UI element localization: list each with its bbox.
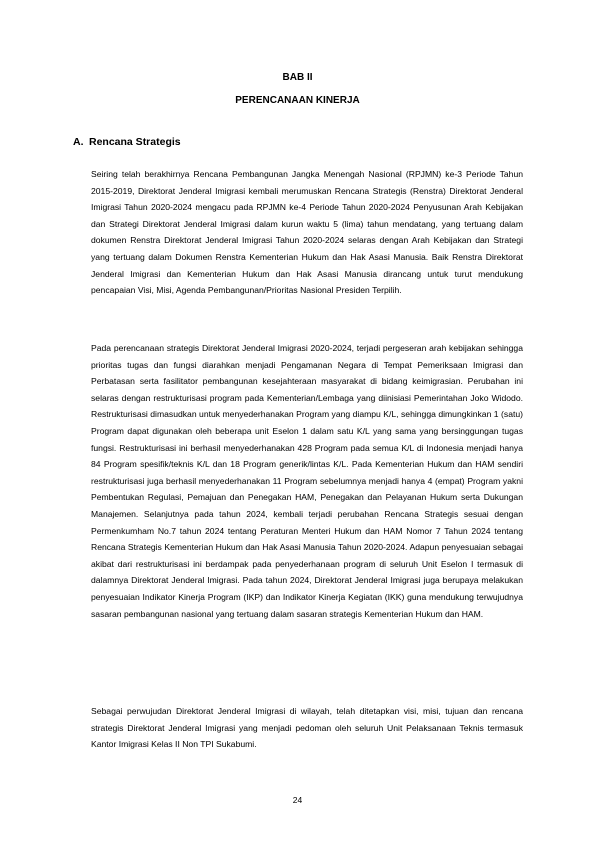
section-heading <box>73 136 181 148</box>
section-title: Rencana Strategis <box>89 136 181 148</box>
chapter-title: PERENCANAAN KINERJA <box>235 95 360 106</box>
paragraph: Sebagai perwujudan Direktorat Jenderal Imigrasi di wilayah, telah ditetapkan visi, misi, tujuan dan rencana strategis Direktorat Jenderal Imigrasi yang menjadi pedoman oleh seluruh Unit Pelaksanaan Teknis termasuk Kantor Imigrasi Kelas II Non TPI Sukabumi. <box>91 706 523 750</box>
paragraph: Pada perencanaan strategis Direktorat Jenderal Imigrasi 2020-2024, terjadi pergeseran arah kebijakan sehingga prioritas tugas dan fungsi diarahkan menjadi Pengamanan Negara di Tempat Pemeriksaan Imigrasi dan Perbatasan serta fasilitator pembangunan kesejahteraan masyarakat di bidang keimigrasian. Perubahan ini selaras dengan restrukturisasi program pada Kementerian/Lembaga yang diinisiasi Pemerintahan Joko Widodo. Restrukturisasi dimasudkan untuk menyederhanakan Program yang diampu K/L, sehingga dimungkinkan 1 (satu) Program dapat digunakan oleh beberapa unit Eselon 1 dalam satu K/L yang sama yang bersinggungan tugas fungsi. Restrukturisasi ini berhasil menyederhanakan 428 Program pada semua K/L di Indonesia menjadi hanya 84 Program spesifik/teknis K/L dan 18 Program generik/lintas K/L. Pada Kementerian Hukum dan HAM sendiri restrukturisasi juga berhasil menyederhanakan 11 Program sebelumnya menjadi hanya 4 (empat) Program yakni Pembentukan Regulasi, Pemajuan dan Penegakan HAM, Penegakan dan Pelayanan Hukum serta Dukungan Manajemen. Selanjutnya pada tahun 2024, kembali terjadi perubahan Rencana Strategis sesuai dengan Permenkumham No.7 tahun 2024 tentang Peraturan Menteri Hukum dan HAM Nomor 7 Tahun 2024 tentang Rencana Strategis Kementerian Hukum dan Hak Asasi Manusia Tahun 2020-2024. Adapun penyesuaian sebagai akibat dari restrukturisasi ini berdampak pada penyederhanaan program di seluruh Unit Eselon I termasuk di dalamnya Direktorat Jenderal Imigrasi. Pada tahun 2024, Direktorat Jenderal Imigrasi juga berupaya melakukan penyesuaian Indikator Kinerja Program (IKP) dan Indikator Kinerja Kegiatan (IKK) guna mendukung terwujudnya sasaran pembangunan nasional yang tertuang dalam sasaran strategis Kementerian Hukum dan HAM. <box>91 343 523 619</box>
chapter-number: BAB II <box>282 72 313 83</box>
section-letter: A. <box>73 136 84 148</box>
paragraph: Seiring telah berakhirnya Rencana Pembangunan Jangka Menengah Nasional (RPJMN) ke-3 Periode Tahun 2015-2019, Direktorat Jenderal Imigrasi kembali merumuskan Rencana Strategis (Renstra) Direktorat Jenderal Imigrasi Tahun 2020-2024 mengacu pada RPJMN ke-4 Periode Tahun 2020-2024 Penyusunan Arah Kebijakan dan Strategi Direktorat Jenderal Imigrasi dalam kurun waktu 5 (lima) tahun mendatang, yang tertuang dalam dokumen Renstra Direktorat Jenderal Imigrasi Tahun 2020-2024 selaras dengan Arah Kebijakan dan Strategi yang tertuang dalam Dokumen Renstra Kementerian Hukum dan Hak Asasi Manusia. Baik Renstra Direktorat Jenderal Imigrasi dan Kementerian Hukum dan Hak Asasi Manusia dirancang untuk turut mendukung pencapaian Visi, Misi, Agenda Pembangunan/Prioritas Nasional Presiden Terpilih. <box>91 169 523 296</box>
page-number: 24 <box>292 795 303 805</box>
